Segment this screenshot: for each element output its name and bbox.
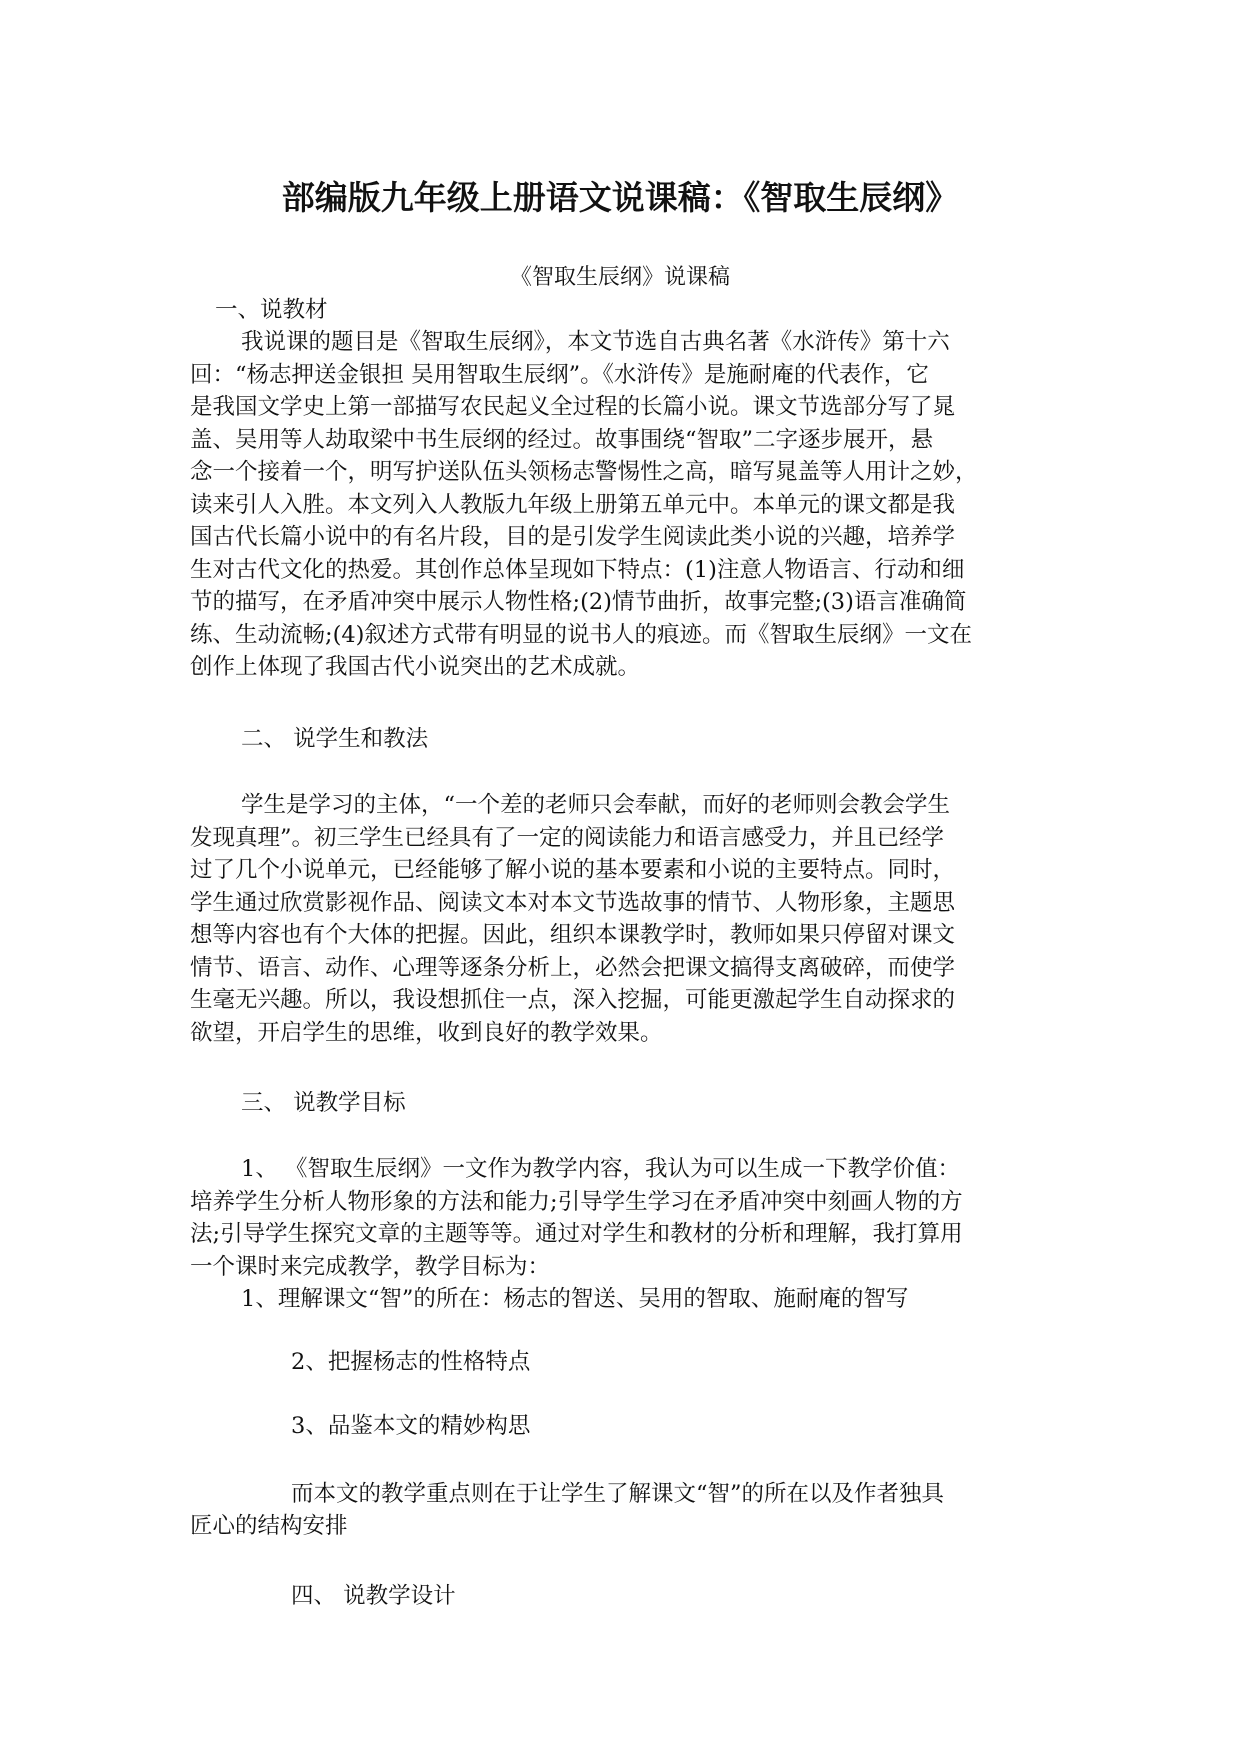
paragraph-line: 生毫无兴趣。所以，我设想抓住一点，深入挖掘，可能更激起学生自动探求的 <box>190 987 956 1013</box>
paragraph-line: 是我国文学史上第一部描写农民起义全过程的长篇小说。课文节选部分写了晁 <box>190 394 956 420</box>
paragraph-line: 培养学生分析人物形象的方法和能力;引导学生学习在矛盾冲突中刻画人物的方 <box>190 1189 963 1215</box>
section-heading-teaching-goals: 三、 说教学目标 <box>241 1090 406 1116</box>
paragraph-line: 盖、吴用等人劫取梁中书生辰纲的经过。故事围绕“智取”二字逐步展开，悬 <box>190 427 934 453</box>
paragraph-line: 1、 《智取生辰纲》一文作为教学内容，我认为可以生成一下教学价值： <box>241 1156 960 1182</box>
paragraph-line: 生对古代文化的热爱。其创作总体呈现如下特点：(1)注意人物语言、行动和细 <box>190 557 965 583</box>
paragraph-line: 回：“杨志押送金银担 吴用智取生辰纲”。《水浒传》是施耐庵的代表作，它 <box>190 362 929 388</box>
paragraph-line: 过了几个小说单元，已经能够了解小说的基本要素和小说的主要特点。同时， <box>190 857 956 883</box>
section-heading-students-methods: 二、 说学生和教法 <box>241 726 429 752</box>
document-title: 部编版九年级上册语文说课稿：《智取生辰纲》 <box>281 178 959 217</box>
goal-item: 1、理解课文“智”的所在：杨志的智送、吴用的智取、施耐庵的智写 <box>241 1286 909 1312</box>
paragraph-line: 法;引导学生探究文章的主题等等。通过对学生和教材的分析和理解，我打算用 <box>190 1221 963 1247</box>
paragraph-line: 欲望，开启学生的思维，收到良好的教学效果。 <box>190 1020 663 1046</box>
paragraph-line: 节的描写，在矛盾冲突中展示人物性格;(2)情节曲折，故事完整;(3)语言准确简 <box>190 589 967 615</box>
document-subtitle: 《智取生辰纲》说课稿 <box>509 265 730 290</box>
paragraph-line: 读来引人入胜。本文列入人教版九年级上册第五单元中。本单元的课文都是我 <box>190 492 956 518</box>
goal-item: 2、把握杨志的性格特点 <box>291 1349 531 1375</box>
paragraph-line: 发现真理”。初三学生已经具有了一定的阅读能力和语言感受力，并且已经学 <box>190 825 945 851</box>
paragraph-line: 匠心的结构安排 <box>190 1513 348 1539</box>
paragraph-line: 学生通过欣赏影视作品、阅读文本对本文节选故事的情节、人物形象，主题思 <box>190 890 956 916</box>
paragraph-line: 国古代长篇小说中的有名片段，目的是引发学生阅读此类小说的兴趣，培养学 <box>190 524 956 550</box>
paragraph-line: 情节、语言、动作、心理等逐条分析上，必然会把课文搞得支离破碎，而使学 <box>190 955 956 981</box>
section-heading-teaching-design: 四、 说教学设计 <box>291 1583 456 1609</box>
paragraph-line: 念一个接着一个，明写护送队伍头领杨志警惕性之高，暗写晁盖等人用计之妙， <box>190 459 978 485</box>
paragraph-line: 而本文的教学重点则在于让学生了解课文“智”的所在以及作者独具 <box>291 1481 945 1507</box>
section-heading-teaching-material: 一、说教材 <box>215 297 328 323</box>
paragraph-line: 练、生动流畅;(4)叙述方式带有明显的说书人的痕迹。而《智取生辰纲》一文在 <box>190 622 972 648</box>
paragraph-line: 创作上体现了我国古代小说突出的艺术成就。 <box>190 654 641 680</box>
paragraph-line: 想等内容也有个大体的把握。因此，组织本课教学时，教师如果只停留对课文 <box>190 922 956 948</box>
paragraph-line: 我说课的题目是《智取生辰纲》，本文节选自古典名著《水浒传》第十六 <box>241 329 950 355</box>
goal-item: 3、品鉴本文的精妙构思 <box>291 1413 531 1439</box>
paragraph-line: 一个课时来完成教学，教学目标为： <box>190 1254 551 1280</box>
paragraph-line: 学生是学习的主体，“一个差的老师只会奉献，而好的老师则会教会学生 <box>241 792 951 818</box>
